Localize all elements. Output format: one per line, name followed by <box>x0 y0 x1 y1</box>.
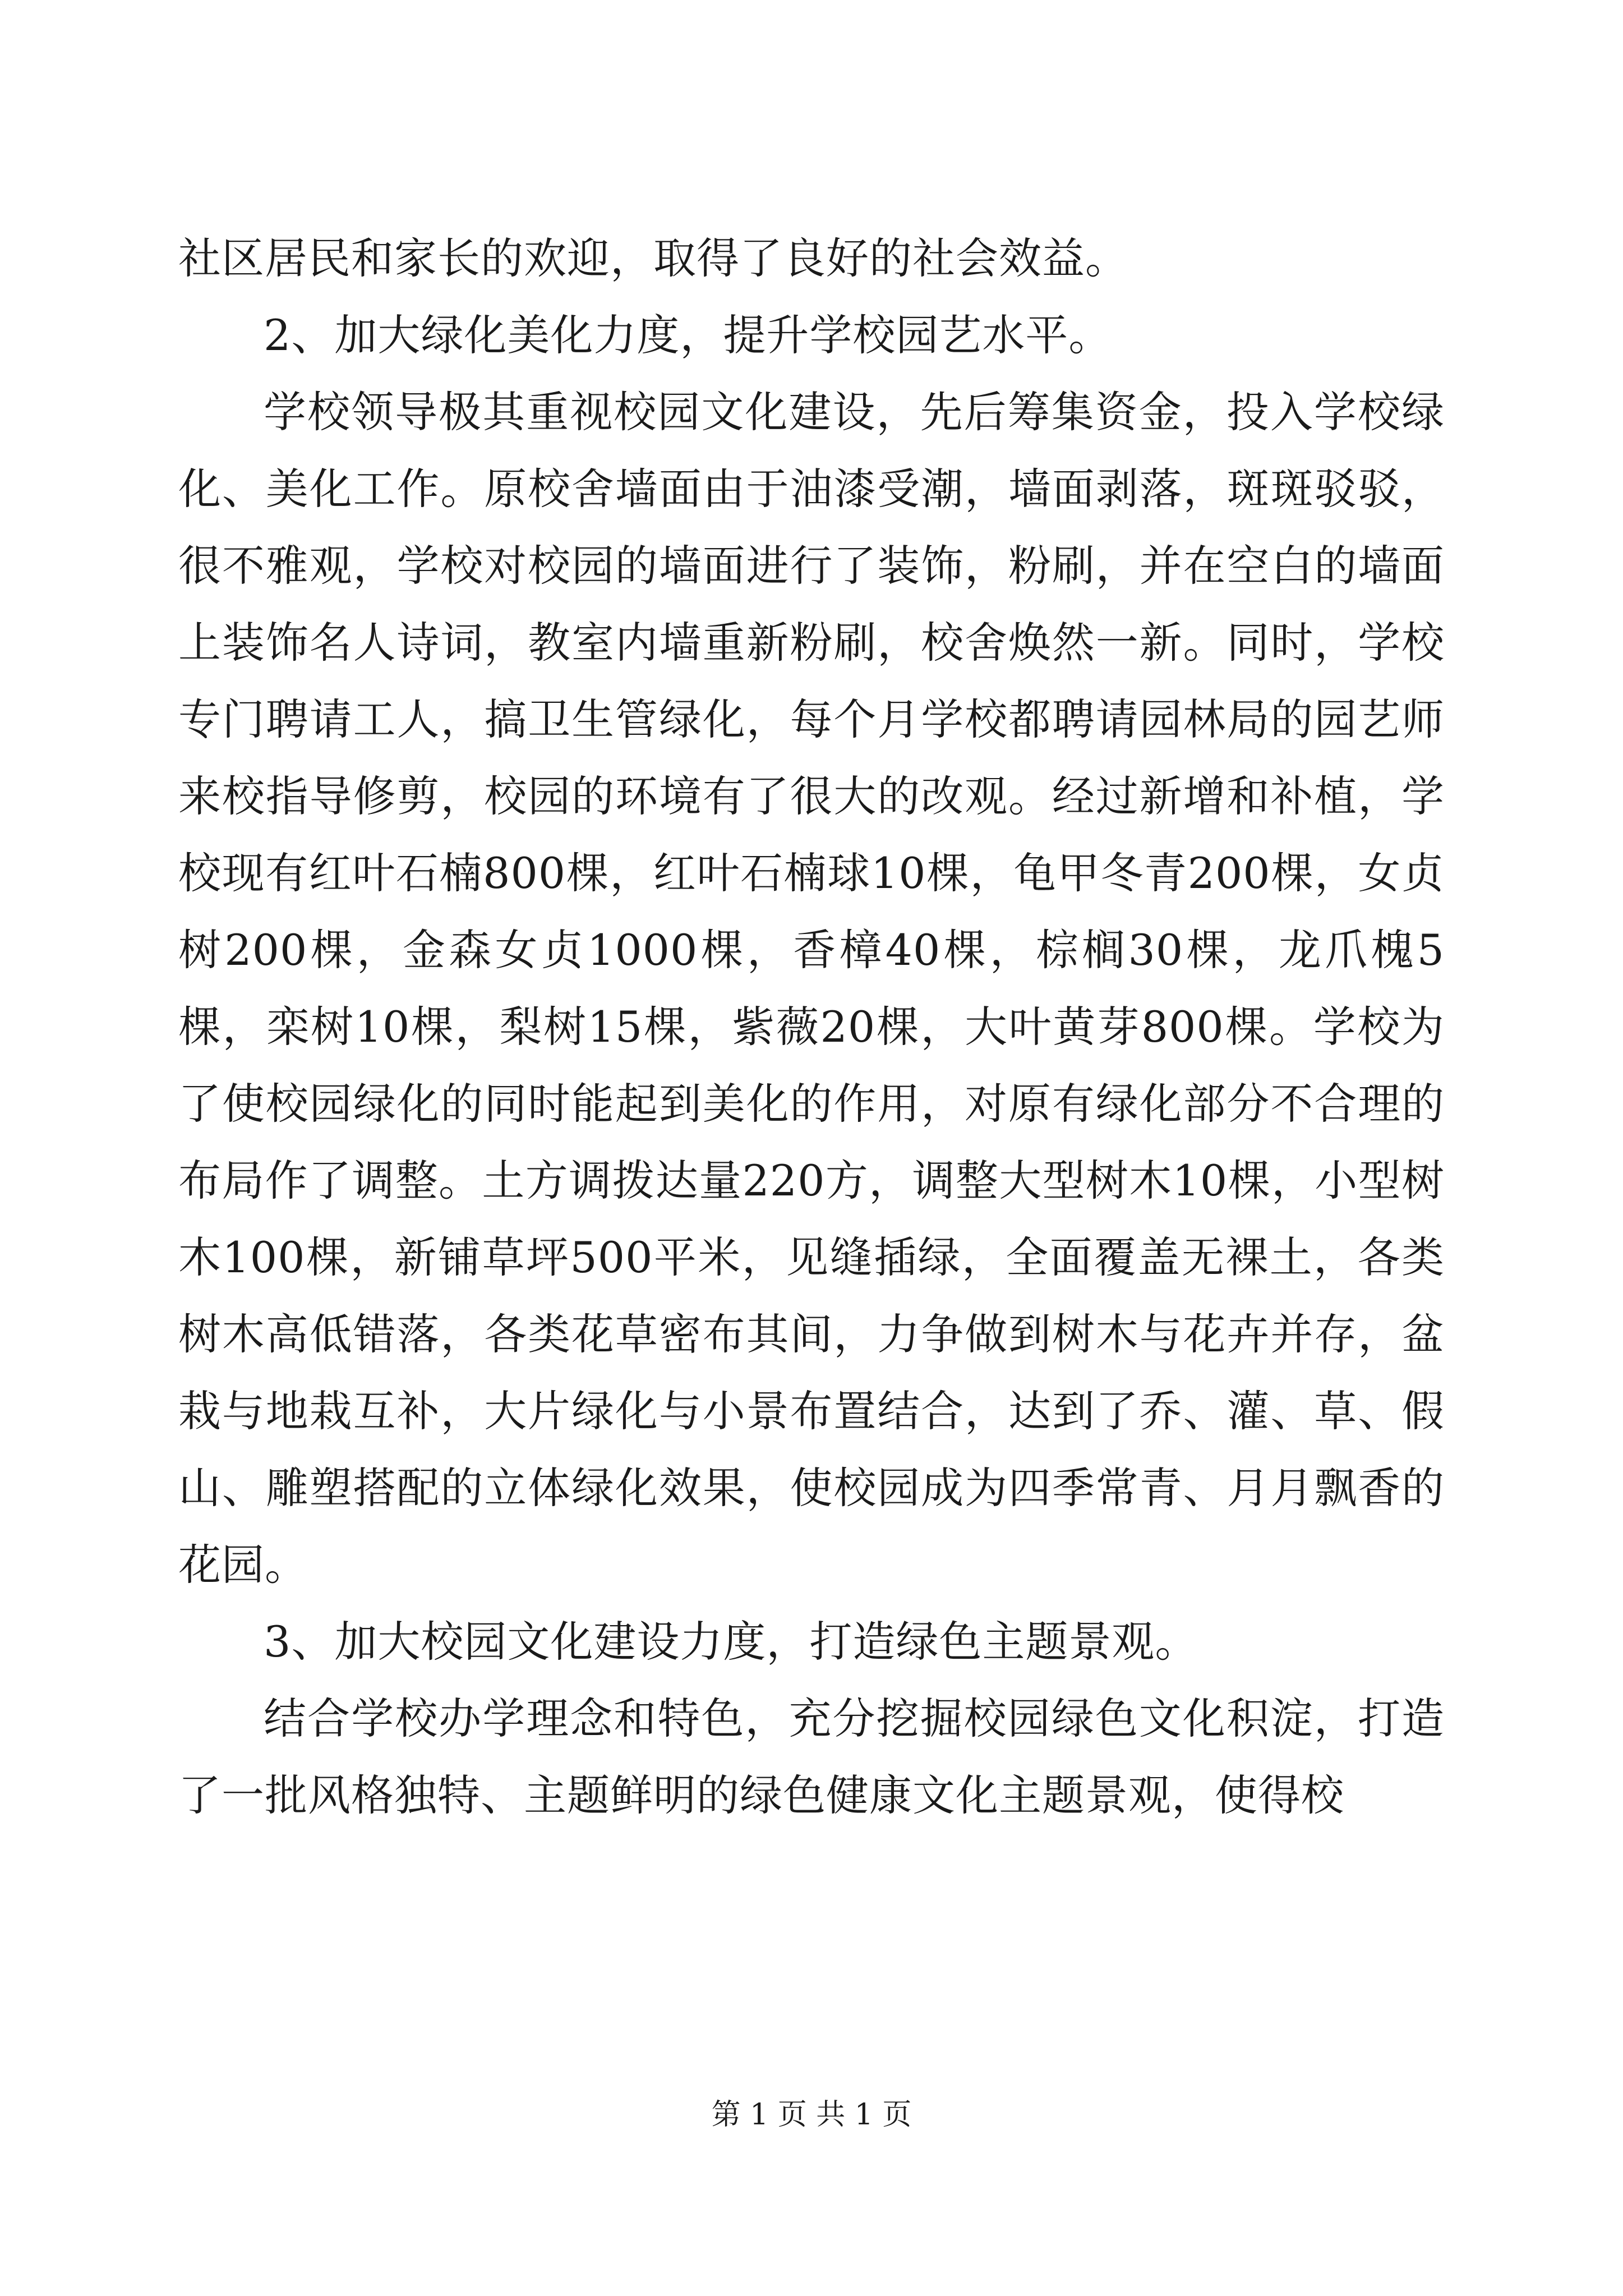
paragraph-continuation: 社区居民和家长的欢迎，取得了良好的社会效益。 <box>178 233 1128 283</box>
paragraph-culture: 结合学校办学理念和特色，充分挖掘校园绿色文化积淀，打造了一批风格独特、主题鲜明的绿色健康文化主题景观，使得校 <box>178 1694 1445 1820</box>
page-footer: 第 1 页 共 1 页 <box>711 2098 912 2132</box>
section-heading-2: 2、加大绿化美化力度，提升学校园艺水平。 <box>264 310 1112 360</box>
body-text <box>178 220 1445 1834</box>
paragraph-greening: 学校领导极其重视校园文化建设，先后筹集资金，投入学校绿化、美化工作。原校舍墙面由于油漆受潮，墙面剥落，斑斑驳驳，很不雅观，学校对校园的墙面进行了装饰，粉刷，并在空白的墙面上装饰名人诗词，教室内墙重新粉刷，校舍焕然一新。同时，学校专门聘请工人，搞卫生管绿化，每个月学校都聘请园林局的园艺师来校指导修剪，校园的环境有了很大的改观。经过新增和补植，学校现有红叶石楠800棵，红叶石楠球10棵，龟甲冬青200棵，女贞树200棵，金森女贞1000棵，香樟40棵，棕榈30棵，龙爪槐5棵，栾树10棵，梨树15棵，紫薇20棵，大叶黄芽800棵。学校为了使校园绿化的同时能起到美化的作用，对原有绿化部分不合理的布局作了调整。土方调拨达量220方，调整大型树木10棵，小型树木100棵，新铺草坪500平米，见缝插绿，全面覆盖无裸土，各类树木高低错落，各类花草密布其间，力争做到树木与花卉并存，盆栽与地栽互补，大片绿化与小景布置结合，达到了乔、灌、草、假山、雕塑搭配的立体绿化效果，使校园成为四季常青、月月飘香的花园。 <box>178 387 1445 1590</box>
section-heading-3: 3、加大校园文化建设力度，打造绿色主题景观。 <box>264 1617 1198 1667</box>
